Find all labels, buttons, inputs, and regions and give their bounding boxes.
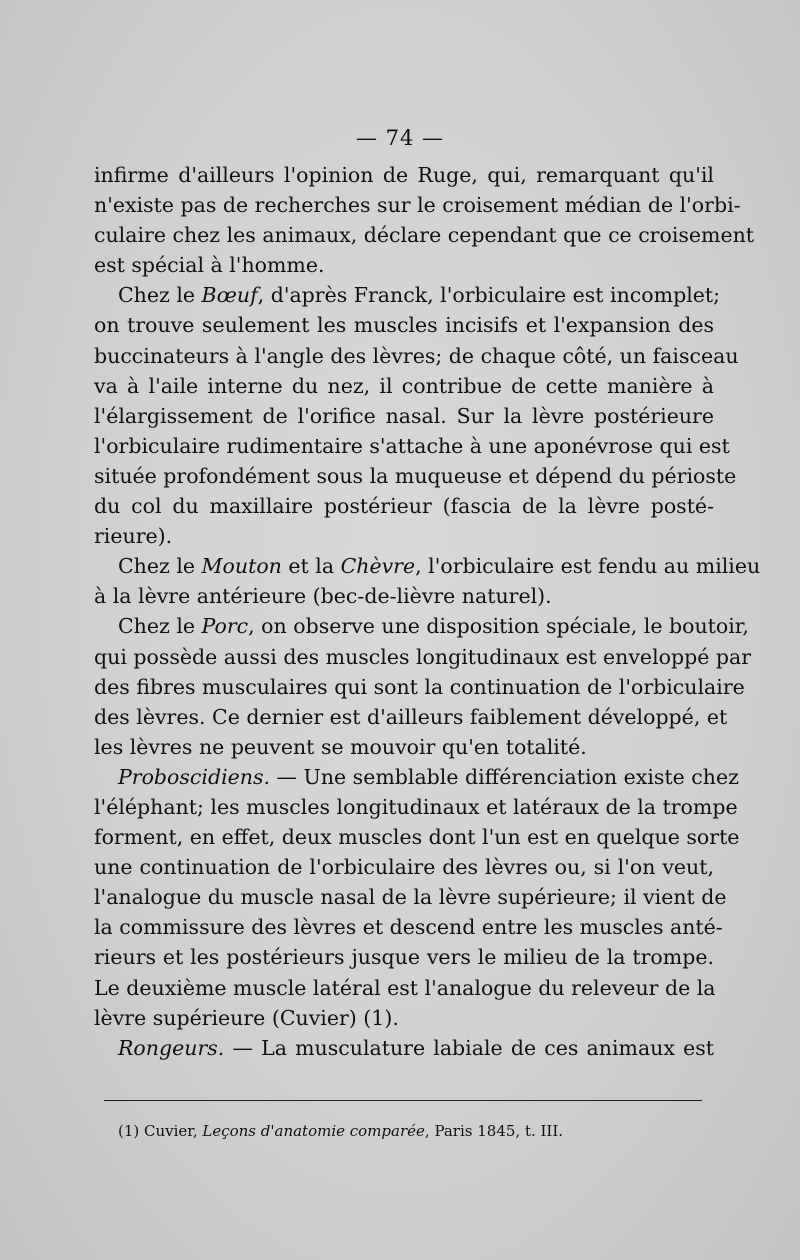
footnote xyxy=(118,1122,563,1140)
section-heading: Proboscidiens. xyxy=(118,764,271,789)
body-text xyxy=(94,160,761,1063)
text-line: une continuation de l'orbiculaire des lèvres ou, si l'on veut, xyxy=(94,855,714,880)
paragraph xyxy=(94,160,755,280)
text-line: buccinateurs à l'angle des lèvres; de chaque côté, un faisceau xyxy=(94,343,739,368)
text-line: située profondément sous la muqueuse et dépend du périoste xyxy=(94,463,737,488)
text-line: n'existe pas de recherches sur le croisement médian de l'orbi- xyxy=(94,193,741,218)
text-line: on trouve seulement les muscles incisifs et l'expansion des xyxy=(94,313,714,338)
text-line: les lèvres ne peuvent se mouvoir qu'en totalité. xyxy=(94,734,587,759)
footnote-title: Leçons d'anatomie comparée xyxy=(202,1122,425,1140)
text-line: Chez le Bœuf, d'après Franck, l'orbiculaire est incomplet; xyxy=(118,283,721,308)
footnote-suffix: , Paris 1845, t. III. xyxy=(424,1122,564,1140)
section-heading: Rongeurs. xyxy=(118,1035,225,1060)
text-line: des lèvres. Ce dernier est d'ailleurs faiblement développé, et xyxy=(94,704,728,729)
text-line: l'éléphant; les muscles longitudinaux et latéraux de la trompe xyxy=(94,794,738,819)
text-line: du col du maxillaire postérieur (fascia de la lèvre posté- xyxy=(94,494,714,519)
page-number: — 74 — xyxy=(355,126,445,150)
text-line: infirme d'ailleurs l'opinion de Ruge, qui, remarquant qu'il xyxy=(94,163,714,187)
text-line: à la lèvre antérieure (bec-de-lièvre naturel). xyxy=(94,584,552,609)
text-line: Le deuxième muscle latéral est l'analogue du releveur de la xyxy=(94,975,716,1000)
paragraph xyxy=(94,280,739,551)
italic-term: Bœuf xyxy=(201,283,258,308)
text-line: forment, en effet, deux muscles dont l'un est en quelque sorte xyxy=(94,825,740,850)
text-line: l'analogue du muscle nasal de la lèvre supérieure; il vient de xyxy=(94,885,727,910)
text-line: Proboscidiens. — Une semblable différenciation existe chez xyxy=(118,764,739,789)
text-line: la commissure des lèvres et descend entre les muscles anté- xyxy=(94,915,723,940)
text-line: va à l'aile interne du nez, il contribue de cette manière à xyxy=(94,373,714,398)
italic-term: Porc xyxy=(201,614,249,639)
text-line: lèvre supérieure (Cuvier) (1). xyxy=(94,1005,399,1030)
paragraph xyxy=(94,762,740,1033)
text-line: l'orbiculaire rudimentaire s'attache à une aponévrose qui est xyxy=(94,433,730,458)
italic-term: Mouton xyxy=(201,554,282,579)
text-line: Chez le Porc, on observe une disposition spéciale, le boutoir, xyxy=(118,614,749,639)
text-line: l'élargissement de l'orifice nasal. Sur la lèvre postérieure xyxy=(94,403,714,428)
paragraph xyxy=(94,1033,714,1063)
italic-term: Chèvre xyxy=(340,554,416,579)
text-line: rieure). xyxy=(94,524,173,549)
text-line: des fibres musculaires qui sont la continuation de l'orbiculaire xyxy=(94,674,745,699)
paragraph xyxy=(94,611,752,761)
paragraph xyxy=(94,551,761,611)
text-line: qui possède aussi des muscles longitudinaux est enveloppé par xyxy=(94,644,752,669)
text-line: est spécial à l'homme. xyxy=(94,253,325,278)
footnote-divider xyxy=(104,1100,702,1101)
footnote-prefix: (1) Cuvier, xyxy=(118,1122,203,1140)
text-line: Chez le Mouton et la Chèvre, l'orbiculaire est fendu au milieu xyxy=(118,554,761,579)
text-line: culaire chez les animaux, déclare cependant que ce croisement xyxy=(94,223,755,248)
text-line: Rongeurs. — La musculature labiale de ces animaux est xyxy=(118,1035,714,1060)
text-line: rieurs et les postérieurs jusque vers le milieu de la trompe. xyxy=(94,945,714,970)
